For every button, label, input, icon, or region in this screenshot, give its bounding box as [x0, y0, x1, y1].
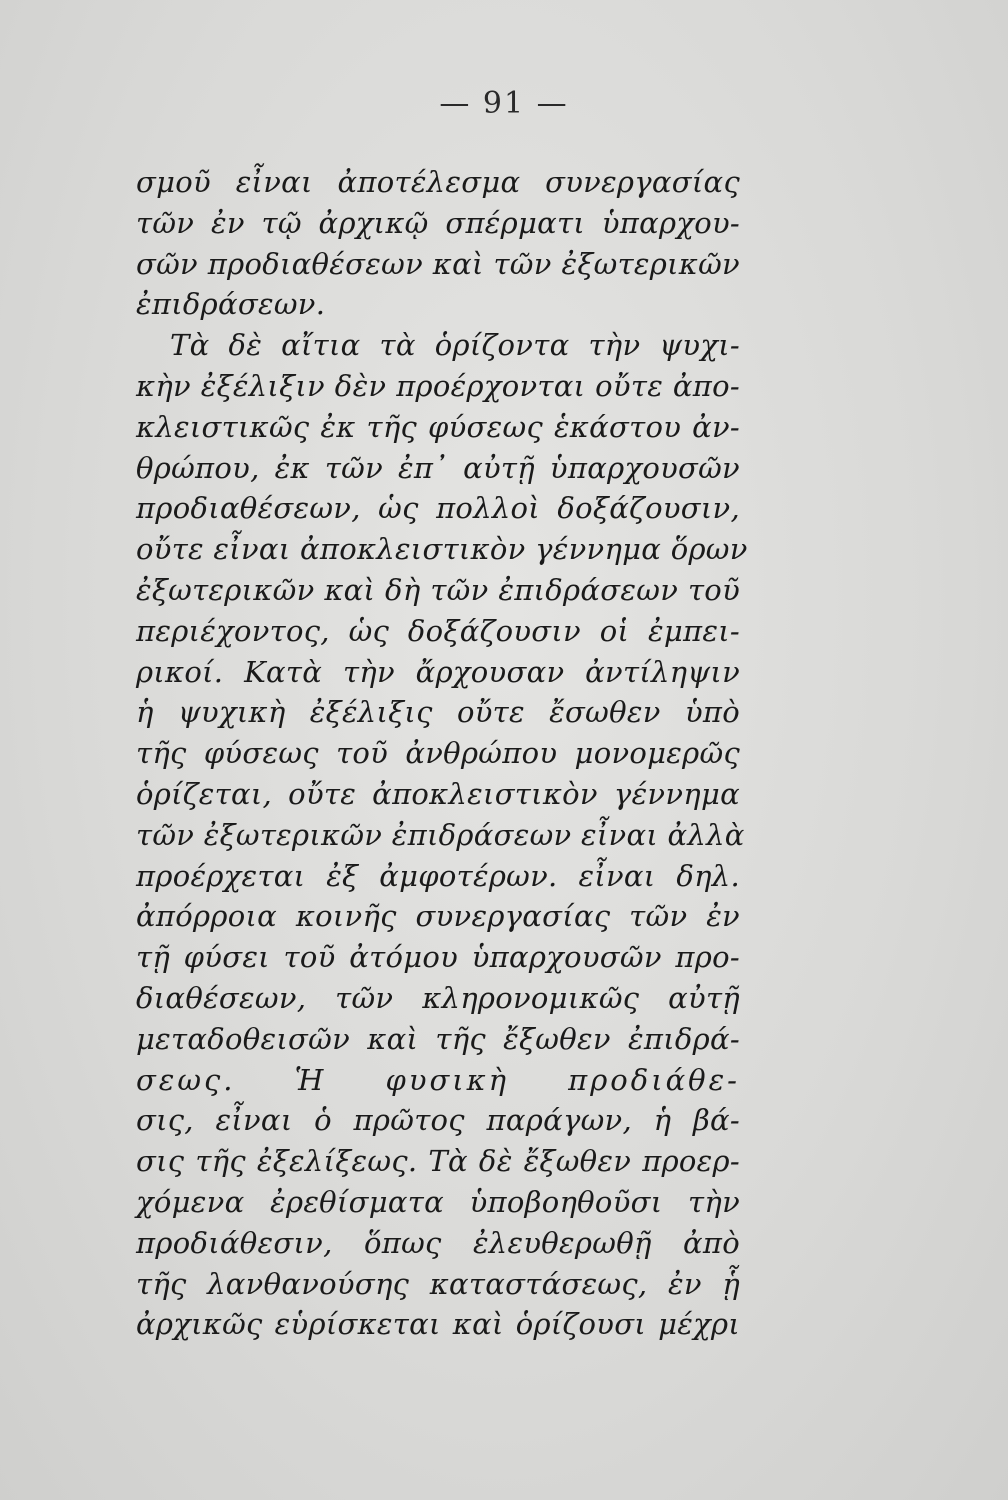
text-line: κὴν ἐξέλιξιν δὲν προέρχονται οὔτε ἀπο- — [136, 368, 740, 403]
text-line: τῶν ἐξωτερικῶν ἐπιδράσεων εἶναι ἀλλὰ — [136, 817, 745, 852]
text-line: τῇ φύσει τοῦ ἀτόμου ὑπαρχουσῶν προ- — [136, 940, 740, 975]
text-line: τῆς φύσεως τοῦ ἀνθρώπου μονομερῶς — [136, 736, 740, 771]
text-line: προδιάθεσιν, ὅπως ἐλευθερωθῇ ἀπὸ — [136, 1225, 740, 1260]
body-text — [136, 162, 748, 1345]
text-line: ἐξωτερικῶν καὶ δὴ τῶν ἐπιδράσεων τοῦ — [136, 572, 740, 607]
text-line: σεως. Ἡ φυσικὴ προδιάθε- — [136, 1062, 740, 1097]
text-line: Τὰ δὲ αἴτια τὰ ὁρίζοντα τὴν ψυχι- — [170, 328, 740, 363]
text-line: ἀρχικῶς εὑρίσκεται καὶ ὁρίζουσι μέχρι — [136, 1307, 740, 1342]
text-line: μεταδοθεισῶν καὶ τῆς ἔξωθεν ἐπιδρά- — [136, 1021, 740, 1056]
text-line: σις, εἶναι ὁ πρῶτος παράγων, ἡ βά- — [136, 1103, 740, 1138]
text-line: σῶν προδιαθέσεων καὶ τῶν ἐξωτερικῶν — [136, 246, 740, 281]
text-line: τῆς λανθανούσης καταστάσεως, ἐν ᾗ — [136, 1266, 740, 1301]
text-line: προέρχεται ἐξ ἀμφοτέρων. εἶναι δηλ. — [136, 858, 740, 893]
text-line: κλειστικῶς ἐκ τῆς φύσεως ἑκάστου ἀν- — [136, 409, 740, 444]
text-line: τῶν ἐν τῷ ἀρχικῷ σπέρματι ὑπαρχου- — [136, 205, 740, 240]
text-line: χόμενα ἐρεθίσματα ὑποβοηθοῦσι τὴν — [136, 1184, 740, 1219]
text-line: ἐπιδράσεων. — [136, 287, 326, 322]
text-line: περιέχοντος, ὡς δοξάζουσιν οἱ ἐμπει- — [136, 613, 740, 648]
text-line: διαθέσεων, τῶν κληρονομικῶς αὐτῇ — [136, 980, 740, 1015]
text-line: θρώπου, ἐκ τῶν ἐπ᾿ αὐτῇ ὑπαρχουσῶν — [136, 450, 740, 485]
text-line: σις τῆς ἐξελίξεως. Τὰ δὲ ἔξωθεν προερ- — [136, 1144, 740, 1179]
text-line: ἡ ψυχικὴ ἐξέλιξις οὔτε ἔσωθεν ὑπὸ — [136, 695, 740, 730]
text-line: ὁρίζεται, οὔτε ἀποκλειστικὸν γέννημα — [136, 776, 740, 811]
text-line: ἀπόρροια κοινῆς συνεργασίας τῶν ἐν — [136, 899, 740, 934]
text-line: σμοῦ εἶναι ἀποτέλεσμα συνεργασίας — [136, 165, 740, 199]
page-number: — 91 — — [439, 86, 569, 121]
text-line: οὔτε εἶναι ἀποκλειστικὸν γέννημα ὅρων — [136, 532, 748, 567]
text-line: προδιαθέσεων, ὡς πολλοὶ δοξάζουσιν, — [136, 491, 740, 526]
text-line: ρικοί. Κατὰ τὴν ἄρχουσαν ἀντίληψιν — [136, 654, 740, 689]
